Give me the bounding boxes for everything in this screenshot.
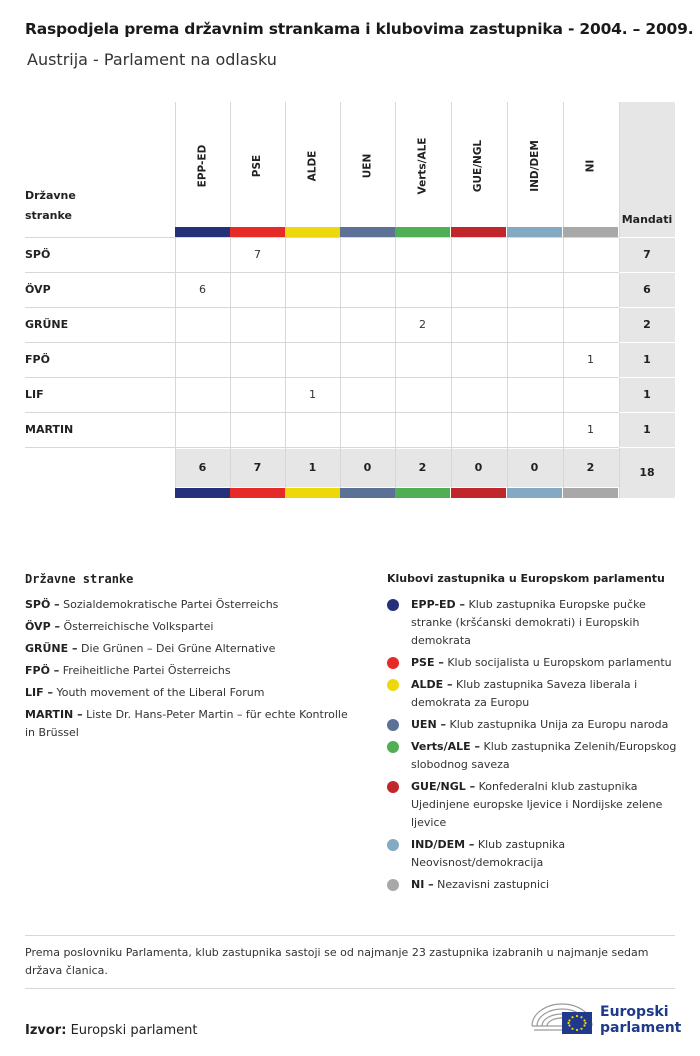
group-name: Klub socijalista u Europskom parlamentu xyxy=(447,656,672,669)
party-row-label: ÖVP xyxy=(25,283,51,296)
group-legend-item xyxy=(387,596,677,650)
mandates-cell: 1 xyxy=(643,423,651,436)
row-divider xyxy=(619,307,675,308)
group-total: 1 xyxy=(308,461,317,474)
source-value: Europski parlament xyxy=(70,1023,198,1038)
party-row-label: FPÖ xyxy=(25,353,50,366)
group-abbr: GUE/NGL – xyxy=(411,780,476,793)
group-legend-item xyxy=(387,876,677,894)
group-color-bar-bottom xyxy=(230,488,285,498)
group-legend-item xyxy=(387,716,677,734)
source-label: Izvor: xyxy=(25,1023,67,1038)
group-color-bar-bottom xyxy=(395,488,450,498)
group-color-bar-bottom xyxy=(175,488,230,498)
group-name: Konfederalni klub zastupnika Ujedinjene europske ljevice i Nordijske zelene ljevice xyxy=(411,780,663,829)
group-color-bar-bottom xyxy=(451,488,506,498)
party-name: Österreichische Volkspartei xyxy=(63,620,214,633)
party-legend-title: Državne stranke xyxy=(25,572,134,586)
group-total: 7 xyxy=(253,461,262,474)
group-color-bar-top xyxy=(285,227,340,237)
party-abbr: GRÜNE – xyxy=(25,642,78,655)
party-abbr: LIF – xyxy=(25,686,53,699)
group-total: 0 xyxy=(474,461,483,474)
group-abbr: EPP-ED – xyxy=(411,598,465,611)
row-divider xyxy=(619,342,675,343)
party-row-label: GRÜNE xyxy=(25,318,69,331)
party-abbr: FPÖ – xyxy=(25,664,60,677)
row-divider xyxy=(25,377,619,378)
mandates-column-bg xyxy=(619,102,675,498)
column-header-label: Verts/ALE xyxy=(416,137,429,195)
party-legend-item xyxy=(25,662,355,680)
group-total: 0 xyxy=(530,461,539,474)
group-abbr: NI – xyxy=(411,878,434,891)
row-divider xyxy=(619,272,675,273)
group-color-bar-top xyxy=(563,227,618,237)
group-legend-item xyxy=(387,676,677,712)
divider xyxy=(25,935,675,936)
party-row-label: MARTIN xyxy=(25,423,74,436)
column-header-label: UEN xyxy=(361,153,374,179)
party-name: Youth movement of the Liberal Forum xyxy=(56,686,265,699)
group-abbr: Verts/ALE – xyxy=(411,740,480,753)
page-subtitle: Austrija - Parlament na odlasku xyxy=(27,50,277,69)
mandates-cell: 2 xyxy=(643,318,651,331)
group-total: 2 xyxy=(418,461,427,474)
party-name: Die Grünen – Dei Grüne Alternative xyxy=(80,642,276,655)
group-legend xyxy=(387,596,677,898)
logo-line1: Europski xyxy=(600,1004,669,1020)
column-header xyxy=(230,110,285,222)
group-color-dot-icon xyxy=(387,599,399,611)
party-legend-item xyxy=(25,706,355,742)
group-name: Klub zastupnika Zelenih/Europskog slobodnog saveza xyxy=(411,740,677,771)
column-header xyxy=(451,110,506,222)
logo-line2: parlament xyxy=(600,1020,682,1036)
row-divider xyxy=(25,307,619,308)
group-color-dot-icon xyxy=(387,781,399,793)
logo-wordmark xyxy=(600,1004,681,1036)
footnote: Prema poslovniku Parlamenta, klub zastupnika sastoji se od najmanje 23 zastupnika izabranih u najmanje sedam država članica. xyxy=(25,946,649,977)
group-color-bar-top xyxy=(175,227,230,237)
party-abbr: MARTIN – xyxy=(25,708,83,721)
group-abbr: ALDE – xyxy=(411,678,453,691)
row-divider xyxy=(25,237,619,238)
column-header xyxy=(175,110,230,222)
group-color-dot-icon xyxy=(387,879,399,891)
group-color-bar-top xyxy=(340,227,395,237)
party-row-label: LIF xyxy=(25,388,44,401)
group-abbr: UEN – xyxy=(411,718,446,731)
group-abbr: PSE – xyxy=(411,656,444,669)
group-legend-item xyxy=(387,836,677,872)
column-header xyxy=(395,110,450,222)
group-total: 2 xyxy=(586,461,595,474)
table-cell: 1 xyxy=(587,353,594,366)
party-legend xyxy=(25,596,355,746)
group-name: Klub zastupnika Saveza liberala i demokrata za Europu xyxy=(411,678,638,709)
group-color-dot-icon xyxy=(387,657,399,669)
group-color-dot-icon xyxy=(387,679,399,691)
column-divider xyxy=(619,102,620,498)
party-abbr: ÖVP – xyxy=(25,620,60,633)
row-divider xyxy=(25,272,619,273)
party-legend-item xyxy=(25,640,355,658)
row-header-label: Državne stranke xyxy=(25,189,76,222)
page-title: Raspodjela prema državnim strankama i klubovima zastupnika - 2004. – 2009. xyxy=(25,20,694,38)
mandates-header: Mandati xyxy=(621,213,673,226)
group-name: Klub zastupnika Europske pučke stranke (kršćanski demokrati) i Europskih demokrata xyxy=(411,598,646,647)
row-divider xyxy=(619,377,675,378)
row-divider xyxy=(25,412,619,413)
party-legend-item xyxy=(25,684,355,702)
row-divider xyxy=(619,447,675,448)
group-legend-item xyxy=(387,778,677,832)
row-divider xyxy=(25,342,619,343)
mandates-cell: 6 xyxy=(643,283,651,296)
column-header-label: ALDE xyxy=(306,150,319,182)
row-divider xyxy=(619,412,675,413)
group-name: Klub zastupnika Neovisnost/demokracija xyxy=(411,838,566,869)
group-color-dot-icon xyxy=(387,839,399,851)
party-name: Sozialdemokratische Partei Österreichs xyxy=(63,598,279,611)
table-cell: 2 xyxy=(419,318,426,331)
group-color-dot-icon xyxy=(387,741,399,753)
group-color-bar-bottom xyxy=(340,488,395,498)
row-divider xyxy=(25,447,619,448)
group-legend-item xyxy=(387,738,677,774)
group-legend-title: Klubovi zastupnika u Europskom parlamentu xyxy=(387,572,665,585)
column-header-label: NI xyxy=(584,159,597,173)
row-divider xyxy=(619,237,675,238)
column-header xyxy=(340,110,395,222)
group-color-bar-top xyxy=(395,227,450,237)
mandates-cell: 7 xyxy=(643,248,651,261)
divider xyxy=(25,988,675,989)
group-color-dot-icon xyxy=(387,719,399,731)
table-cell: 6 xyxy=(199,283,206,296)
group-color-bar-top xyxy=(507,227,562,237)
table-cell: 1 xyxy=(587,423,594,436)
column-header-label: PSE xyxy=(251,154,264,178)
group-total: 0 xyxy=(363,461,372,474)
party-row-label: SPÖ xyxy=(25,248,51,261)
party-legend-item xyxy=(25,596,355,614)
group-legend-item xyxy=(387,654,677,672)
group-color-bar-top xyxy=(230,227,285,237)
table-cell: 1 xyxy=(309,388,316,401)
mandates-cell: 1 xyxy=(643,353,651,366)
column-header-label: IND/DEM xyxy=(528,140,541,192)
group-color-bar-bottom xyxy=(563,488,618,498)
table-cell: 7 xyxy=(254,248,261,261)
grand-total: 18 xyxy=(639,466,655,479)
group-abbr: IND/DEM – xyxy=(411,838,475,851)
source-line xyxy=(25,1023,197,1038)
column-header xyxy=(507,110,562,222)
mandates-cell: 1 xyxy=(643,388,651,401)
party-name: Liste Dr. Hans-Peter Martin – für echte Kontrolle in Brüssel xyxy=(25,708,348,739)
column-header-label: EPP-ED xyxy=(196,144,209,188)
party-legend-item xyxy=(25,618,355,636)
group-color-bar-top xyxy=(451,227,506,237)
column-header-label: GUE/NGL xyxy=(472,139,485,193)
column-header xyxy=(285,110,340,222)
group-color-bar-bottom xyxy=(285,488,340,498)
group-name: Klub zastupnika Unija za Europu naroda xyxy=(449,718,669,731)
group-name: Nezavisni zastupnici xyxy=(437,878,550,891)
group-color-bar-bottom xyxy=(507,488,562,498)
group-total: 6 xyxy=(198,461,207,474)
party-abbr: SPÖ – xyxy=(25,598,60,611)
party-name: Freiheitliche Partei Österreichs xyxy=(62,664,231,677)
column-header xyxy=(563,110,618,222)
